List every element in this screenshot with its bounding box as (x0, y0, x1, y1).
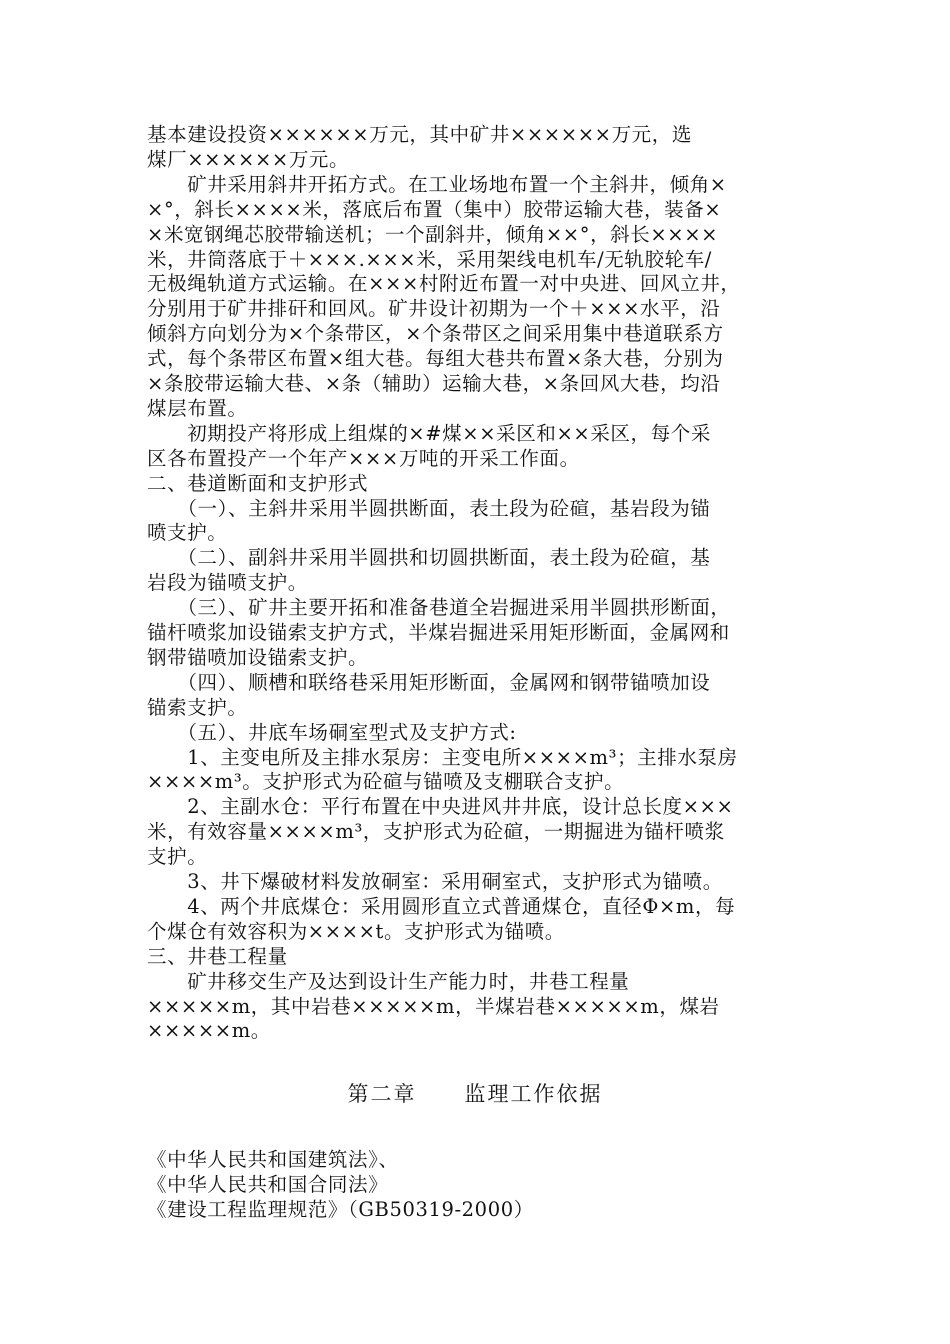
body-line: 煤层布置。 (147, 396, 248, 420)
body-line: 岩段为锚喷支护。 (147, 571, 308, 595)
body-line: 钢带锚喷加设锚索支护。 (147, 645, 369, 669)
body-line: ×°，斜长××××米，落底后布置（集中）胶带运输大巷，装备× (147, 197, 722, 221)
body-line: ×条胶带运输大巷、×条（辅助）运输大巷，×条回风大巷，均沿 (147, 372, 721, 395)
body-line: 1、主变电所及主排水泵房：主变电所××××m³；主排水泵房 (147, 745, 738, 769)
body-line: 4、两个井底煤仓：采用圆形直立式普通煤仓，直径Φ×m，每 (147, 894, 736, 918)
body-line: 基本建设投资××××××万元，其中矿井××××××万元，选 (147, 123, 692, 146)
body-line: 倾斜方向划分为×个条带区，×个条带区之间采用集中巷道联系方 (147, 322, 724, 346)
body-line: 式，每个条带区布置×组大巷。每组大巷共布置×条大巷，分别为 (147, 347, 724, 371)
body-line: （五）、井底车场硐室型式及支护方式: (147, 720, 517, 744)
chapter-number: 第二章 (347, 1082, 417, 1106)
reference-item: 《中华人民共和国建筑法》、 (147, 1148, 399, 1171)
body-line: 米，井筒落底于＋×××.×××米，采用架线电机车/无轨胶轮车/ (147, 247, 712, 271)
body-line: 三、井巷工程量 (147, 944, 288, 968)
body-line: 锚索支护。 (147, 695, 248, 719)
body-line: ×××××m，其中岩巷×××××m，半煤岩巷×××××m，煤岩 (147, 994, 720, 1018)
body-line: 个煤仓有效容积为××××t。支护形式为锚喷。 (147, 919, 565, 943)
body-line: 2、主副水仓：平行布置在中央进风井井底，设计总长度××× (147, 795, 734, 819)
body-line: （一）、主斜井采用半圆拱断面，表土段为砼碹，基岩段为锚 (147, 496, 711, 520)
body-line: ××××m³。支护形式为砼碹与锚喷及支棚联合支护。 (147, 770, 625, 794)
reference-item: 《中华人民共和国合同法》 (147, 1173, 389, 1196)
body-line: 二、巷道断面和支护形式 (147, 471, 369, 495)
body-line: （三）、矿井主要开拓和准备巷道全岩掘进采用半圆拱形断面， (147, 596, 731, 620)
body-line: 矿井采用斜井开拓方式。在工业场地布置一个主斜井，倾角× (147, 172, 727, 196)
body-line: 喷支护。 (147, 521, 228, 545)
body-line: 锚杆喷浆加设锚索支护方式，半煤岩掘进采用矩形断面，金属网和 (147, 621, 730, 644)
body-line: 米，有效容量××××m³，支护形式为砼碹，一期掘进为锚杆喷浆 (147, 820, 725, 844)
chapter-title: 监理工作依据 (464, 1082, 603, 1106)
reference-item: 《建设工程监理规范》（GB50319-2000） (147, 1198, 534, 1221)
body-line: ×××××m。 (147, 1019, 271, 1043)
body-line: （四）、顺槽和联络巷采用矩形断面，金属网和钢带锚喷加设 (147, 670, 711, 694)
body-line: 煤厂××××××万元。 (147, 147, 350, 171)
body-line: 分别用于矿井排矸和回风。矿井设计初期为一个＋×××水平，沿 (147, 297, 721, 321)
body-line: 区各布置投产一个年产×××万吨的开采工作面。 (147, 446, 580, 470)
body-line: 矿井移交生产及达到设计生产能力时，井巷工程量 (147, 969, 630, 993)
body-line: 初期投产将形成上组煤的×#煤××采区和××采区，每个采 (147, 421, 711, 445)
body-line: 支护。 (147, 845, 208, 869)
body-line: 无极绳轨道方式运输。在×××村附近布置一对中央进、回风立井， (147, 272, 741, 296)
body-line: 3、井下爆破材料发放硐室：采用硐室式，支护形式为锚喷。 (147, 870, 723, 893)
chapter-heading (0, 1080, 950, 1108)
body-line: （二）、副斜井采用半圆拱和切圆拱断面，表土段为砼碹，基 (147, 546, 711, 570)
body-line: ×米宽钢绳芯胶带输送机；一个副斜井，倾角××°，斜长×××× (147, 222, 719, 246)
